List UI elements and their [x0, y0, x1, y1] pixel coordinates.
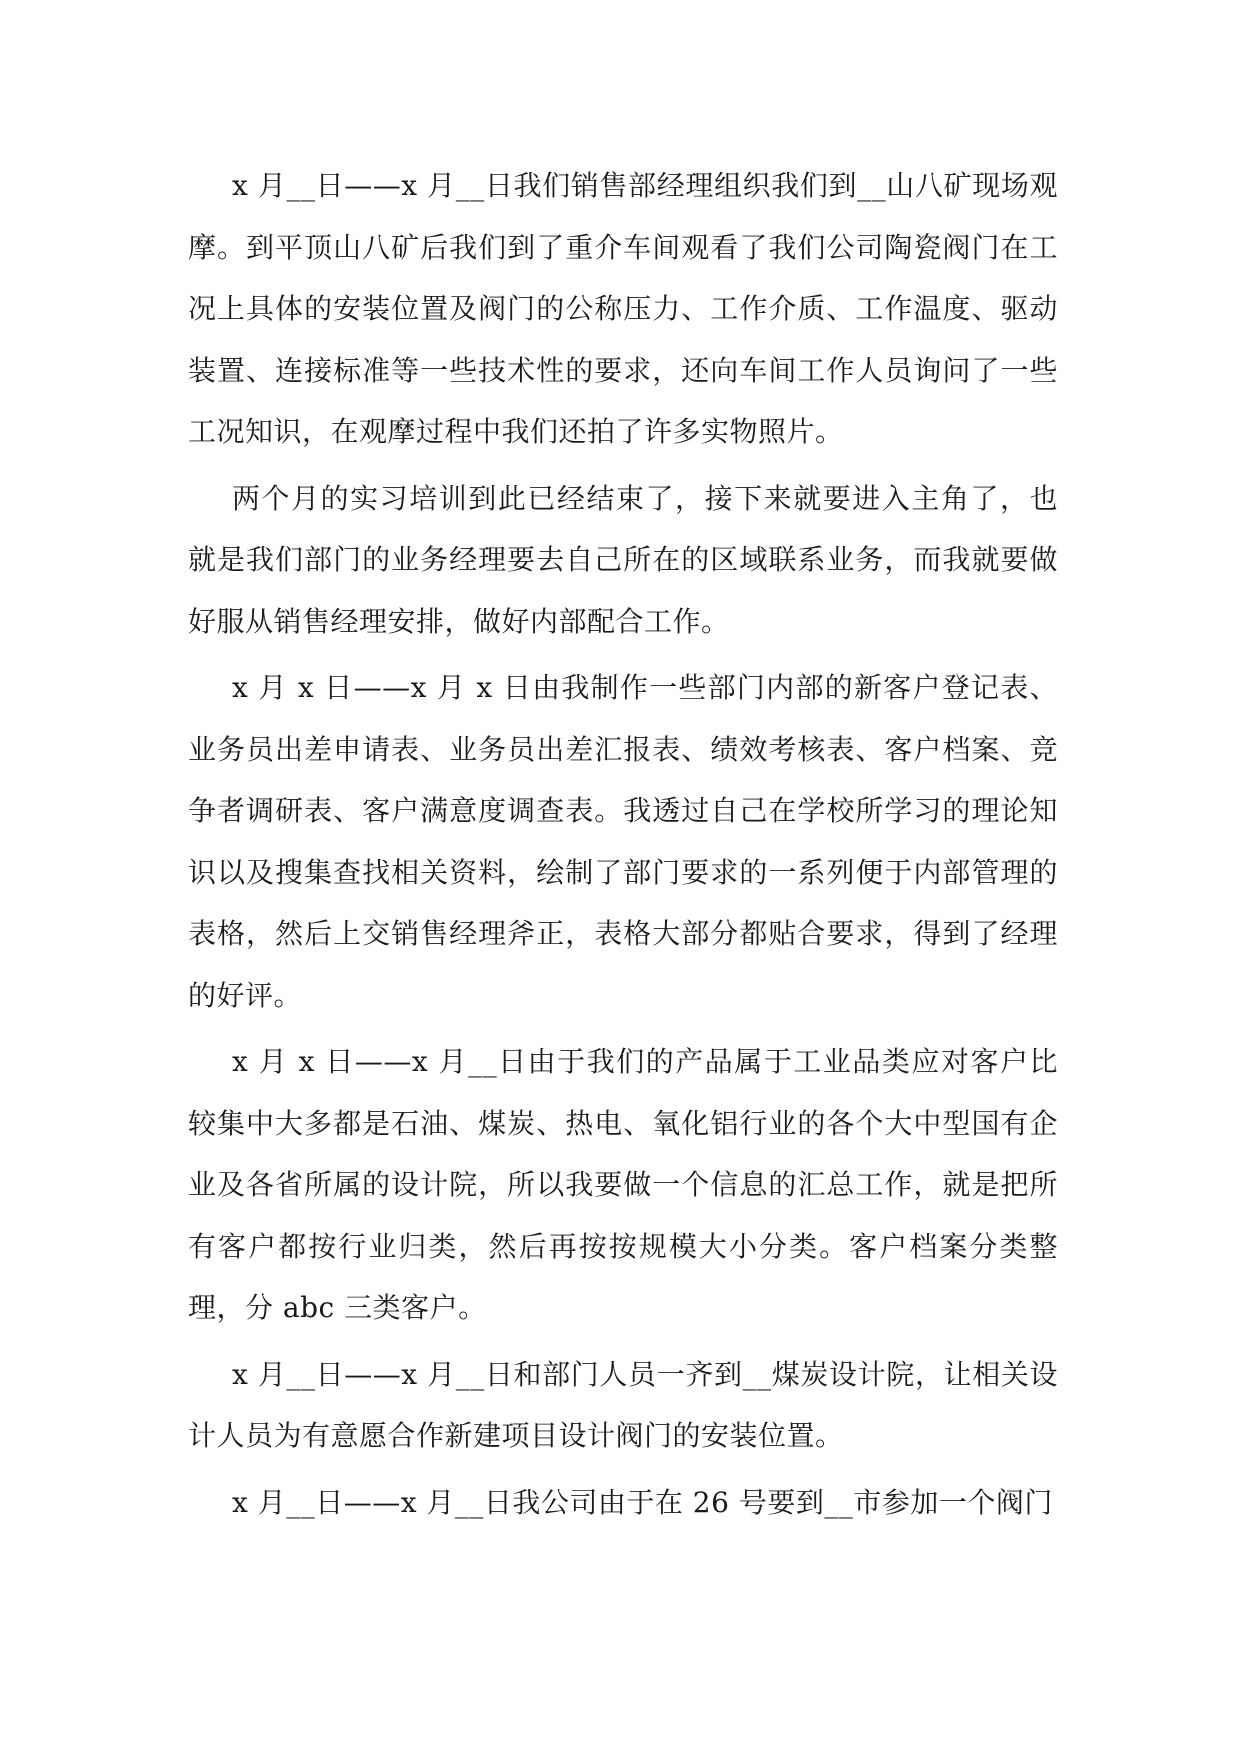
paragraph-design-institute: x 月__日——x 月__日和部门人员一齐到__煤炭设计院，让相关设计人员为有意愿合作新建项目设计阀门的安装位置。 — [188, 1357, 1058, 1452]
paragraph-site-visit: x 月__日——x 月__日我们销售部经理组织我们到__山八矿现场观摩。到平顶山八矿后我们到了重介车间观看了我们公司陶瓷阀门在工况上具体的安装位置及阀门的公称压力、工作介质、工作温度、驱动装置、连接标准等一些技术性的要求，还向车间工作人员询问了一些工况知识，在观摩过程中我们还拍了许多实物照片。 — [188, 169, 1058, 448]
paragraph-forms: x 月 x 日——x 月 x 日由我制作一些部门内部的新客户登记表、业务员出差申请表、业务员出差汇报表、绩效考核表、客户档案、竞争者调研表、客户满意度调查表。我透过自己在学校所学习的理论知识以及搜集查找相关资料，绘制了部门要求的一系列便于内部管理的表格，然后上交销售经理斧正，表格大部分都贴合要求，得到了经理的好评。 — [188, 671, 1058, 1012]
document-body — [188, 155, 1058, 1538]
paragraph-exhibition: x 月__日——x 月__日我公司由于在 26 号要到__市参加一个阀门 — [232, 1485, 1053, 1519]
paragraph-customer-classification: x 月 x 日——x 月__日由于我们的产品属于工业品类应对客户比较集中大多都是石油、煤炭、热电、氧化铝行业的各个大中型国有企业及各省所属的设计院，所以我要做一个信息的汇总工作，就是把所有客户都按行业归类，然后再按按规模大小分类。客户档案分类整理，分 abc 三类客户。 — [188, 1045, 1058, 1324]
paragraph-training-end: 两个月的实习培训到此已经结束了，接下来就要进入主角了，也就是我们部门的业务经理要去自己所在的区域联系业务，而我就要做好服从销售经理安排，做好内部配合工作。 — [188, 481, 1058, 638]
